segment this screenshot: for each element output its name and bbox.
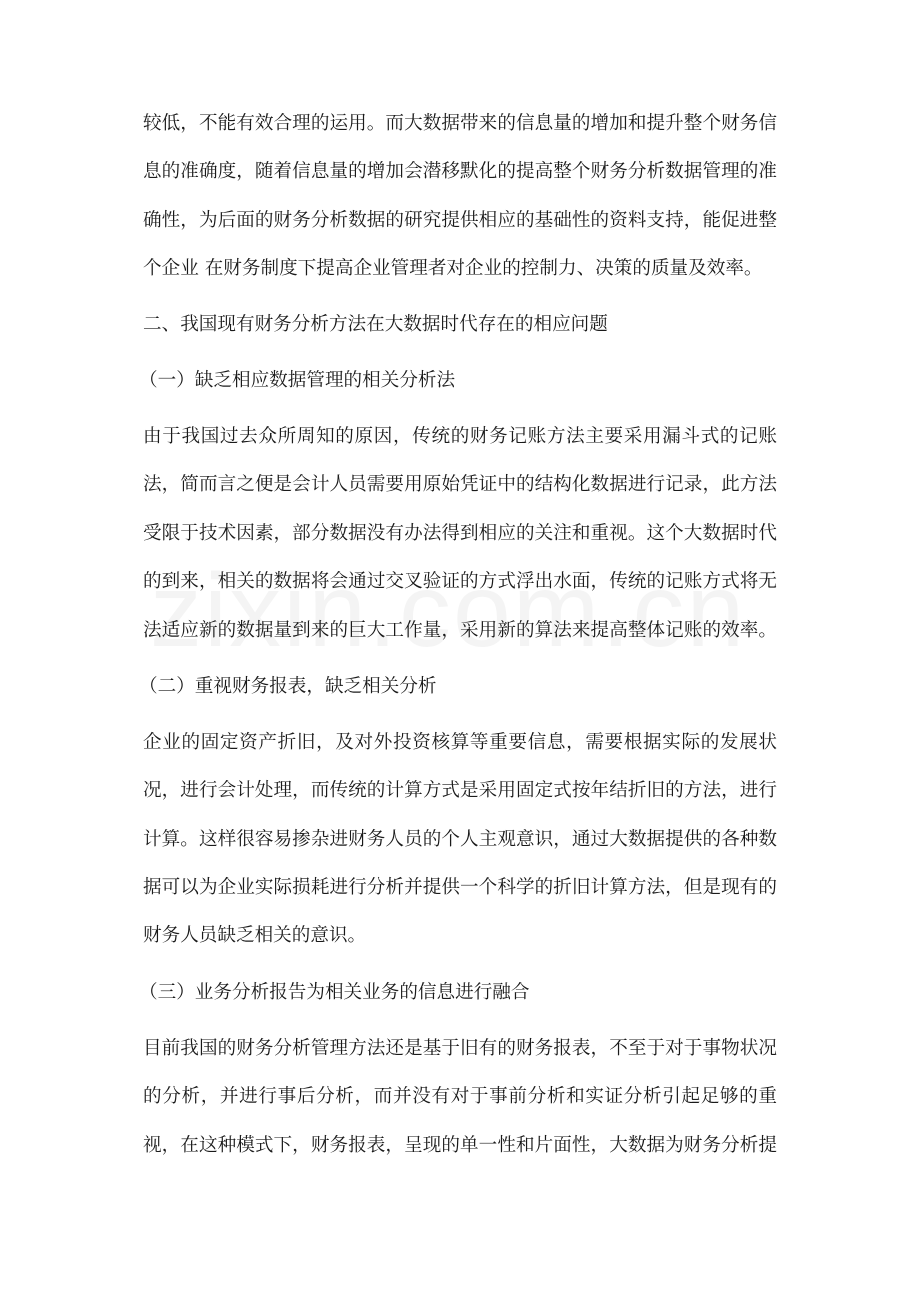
paragraph-line: 确性，为后面的财务分析数据的研究提供相应的基础性的资料支持，能促进整 (143, 210, 777, 231)
paragraph-line: 法适应新的数据量到来的巨大工作量，采用新的算法来提高整体记账的效率。 (143, 620, 777, 641)
paragraph-line: 由于我国过去众所周知的原因，传统的财务记账方法主要采用漏斗式的记账 (143, 426, 777, 447)
paragraph-line: 企业的固定资产折旧，及对外投资核算等重要信息，需要根据实际的发展状 (143, 732, 777, 753)
paragraph-line: 的分析，并进行事后分析，而并没有对于事前分析和实证分析引起足够的重 (143, 1086, 777, 1107)
subsection-heading: （一）缺乏相应数据管理的相关分析法 (139, 370, 456, 391)
subsection-heading: （二）重视财务报表，缺乏相关分析 (139, 676, 437, 697)
paragraph-line: 计算。这样很容易掺杂进财务人员的个人主观意识，通过大数据提供的各种数 (143, 829, 777, 850)
subsection-heading: （三）业务分析报告为相关业务的信息进行融合 (139, 982, 530, 1003)
paragraph-line: 财务人员缺乏相关的意识。 (143, 925, 367, 946)
paragraph-line: 据可以为企业实际损耗进行分析并提供一个科学的折旧计算方法，但是现有的 (143, 877, 777, 898)
paragraph-line: 目前我国的财务分析管理方法还是基于旧有的财务报表，不至于对于事物状况 (143, 1038, 777, 1059)
paragraph-line: 况，进行会计处理，而传统的计算方式是采用固定式按年结折旧的方法，进行 (143, 780, 777, 801)
paragraph-line: 息的准确度，随着信息量的增加会潜移默化的提高整个财务分析数据管理的准 (143, 161, 777, 182)
paragraph-line: 的到来，相关的数据将会通过交叉验证的方式浮出水面，传统的记账方式将无 (143, 571, 777, 592)
paragraph-line: 个企业 在财务制度下提高企业管理者对企业的控制力、决策的质量及效率。 (143, 258, 763, 279)
paragraph-line: 法，简而言之便是会计人员需要用原始凭证中的结构化数据进行记录，此方法 (143, 474, 777, 495)
paragraph-line: 较低，不能有效合理的运用。而大数据带来的信息量的增加和提升整个财务信 (143, 113, 777, 134)
section-heading: 二、我国现有财务分析方法在大数据时代存在的相应问题 (143, 314, 608, 335)
paragraph-line: 受限于技术因素，部分数据没有办法得到相应的关注和重视。这个大数据时代 (143, 523, 777, 544)
paragraph-line: 视，在这种模式下，财务报表，呈现的单一性和片面性，大数据为财务分析提 (143, 1135, 777, 1156)
